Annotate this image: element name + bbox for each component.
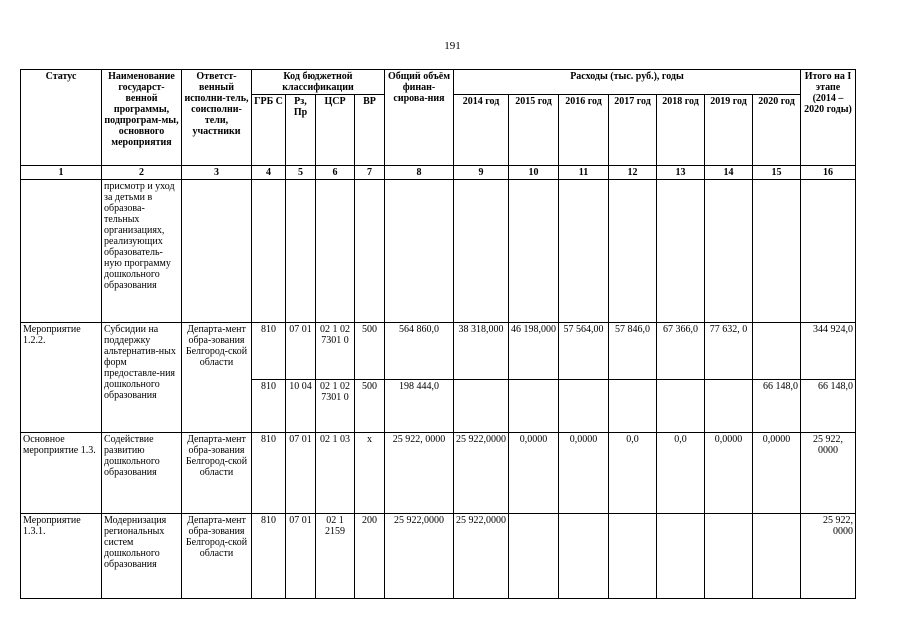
cell-2014: 25 922,0000: [454, 514, 509, 599]
col-num: 14: [705, 166, 753, 180]
cell-grbs: 810: [252, 323, 286, 380]
cell-stage: 66 148,0: [801, 380, 856, 433]
cell-vr: 500: [355, 323, 385, 380]
cell-grbs: 810: [252, 380, 286, 433]
row-responsible: Департа-мент обра-зования Белгород-ской области: [182, 433, 252, 514]
row-name: Субсидии на поддержку альтернатив-ных форм предоставле-ния дошкольного образования: [102, 323, 182, 433]
budget-table: [20, 69, 856, 599]
col-num: 5: [286, 166, 316, 180]
cell-2020: [753, 514, 801, 599]
header-vr: ВР: [355, 95, 385, 166]
header-name: Наименование государст-венной программы, подпрограм-мы, основного мероприятия: [102, 70, 182, 166]
cell-2016: 0,0000: [559, 433, 609, 514]
header-year-2016: 2016 год: [559, 95, 609, 166]
column-numbers-row: [21, 166, 856, 180]
cell-2018: [657, 380, 705, 433]
cell-grbs: 810: [252, 433, 286, 514]
cell-2014: 38 318,000: [454, 323, 509, 380]
cell-grbs: 810: [252, 514, 286, 599]
header-year-2019: 2019 год: [705, 95, 753, 166]
header-total-volume: Общий объём финан-сирова-ния: [385, 70, 454, 166]
header-csr: ЦСР: [316, 95, 355, 166]
col-num: 8: [385, 166, 454, 180]
cell-2017: 0,0: [609, 433, 657, 514]
cell-stage: 25 922, 0000: [801, 514, 856, 599]
cell-2018: 67 366,0: [657, 323, 705, 380]
col-num: 1: [21, 166, 102, 180]
col-num: 12: [609, 166, 657, 180]
col-num: 2: [102, 166, 182, 180]
col-num: 9: [454, 166, 509, 180]
table-row: [21, 323, 856, 380]
header-budget-code: Код бюджетной классификации: [252, 70, 385, 95]
cell-2017: [609, 380, 657, 433]
cell-rz: 07 01: [286, 433, 316, 514]
cell-2018: [657, 514, 705, 599]
cell-2016: [559, 380, 609, 433]
col-num: 3: [182, 166, 252, 180]
header-responsible: Ответст-венный исполни-тель, соисполни-тели, участники: [182, 70, 252, 166]
header-year-2017: 2017 год: [609, 95, 657, 166]
cell-2019: 77 632, 0: [705, 323, 753, 380]
header-total-stage: Итого на I этапе (2014 – 2020 годы): [801, 70, 856, 166]
col-num: 4: [252, 166, 286, 180]
header-grbs: ГРБ С: [252, 95, 286, 166]
cell-2016: [559, 514, 609, 599]
header-year-2014: 2014 год: [454, 95, 509, 166]
row-status: Мероприятие 1.3.1.: [21, 514, 102, 599]
cell-rz: 10 04: [286, 380, 316, 433]
cell-2015: 46 198,000: [509, 323, 559, 380]
table-row: [21, 433, 856, 514]
cell-rz: 07 01: [286, 514, 316, 599]
cell-total: 564 860,0: [385, 323, 454, 380]
table-row: [21, 180, 856, 323]
header-year-2015: 2015 год: [509, 95, 559, 166]
row-status: Мероприятие 1.2.2.: [21, 323, 102, 433]
cell-stage: 25 922, 0000: [801, 433, 856, 514]
header-year-2018: 2018 год: [657, 95, 705, 166]
col-num: 10: [509, 166, 559, 180]
cell-rz: 07 01: [286, 323, 316, 380]
col-num: 15: [753, 166, 801, 180]
col-num: 7: [355, 166, 385, 180]
cell-vr: 500: [355, 380, 385, 433]
row-name: Модернизация региональных систем дошкольного образования: [102, 514, 182, 599]
col-num: 11: [559, 166, 609, 180]
row-responsible: Департа-мент обра-зования Белгород-ской области: [182, 514, 252, 599]
header-year-2020: 2020 год: [753, 95, 801, 166]
cell-2015: [509, 514, 559, 599]
row-name: присмотр и уход за детьми в образова-тельных организациях, реализующих образователь-ную программу дошкольного образования: [102, 180, 182, 323]
row-responsible: Департа-мент обра-зования Белгород-ской области: [182, 323, 252, 433]
cell-2017: [609, 514, 657, 599]
row-status: Основное мероприятие 1.3.: [21, 433, 102, 514]
cell-2015: 0,0000: [509, 433, 559, 514]
cell-vr: 200: [355, 514, 385, 599]
header-status: Статус: [21, 70, 102, 166]
cell-2020: [753, 323, 801, 380]
cell-csr: 02 1 02 7301 0: [316, 380, 355, 433]
cell-vr: х: [355, 433, 385, 514]
cell-2020: 66 148,0: [753, 380, 801, 433]
cell-2018: 0,0: [657, 433, 705, 514]
header-rz-pr: Рз, Пр: [286, 95, 316, 166]
col-num: 16: [801, 166, 856, 180]
cell-2019: [705, 514, 753, 599]
cell-csr: 02 1 2159: [316, 514, 355, 599]
cell-csr: 02 1 03: [316, 433, 355, 514]
page-number: 191: [444, 40, 461, 52]
cell-total: 25 922,0000: [385, 514, 454, 599]
cell-2016: 57 564,00: [559, 323, 609, 380]
row-name: Содействие развитию дошкольного образования: [102, 433, 182, 514]
cell-2019: 0,0000: [705, 433, 753, 514]
cell-total: 198 444,0: [385, 380, 454, 433]
col-num: 13: [657, 166, 705, 180]
table-row: [21, 514, 856, 599]
cell-2017: 57 846,0: [609, 323, 657, 380]
cell-stage: 344 924,0: [801, 323, 856, 380]
cell-csr: 02 1 02 7301 0: [316, 323, 355, 380]
col-num: 6: [316, 166, 355, 180]
cell-2020: 0,0000: [753, 433, 801, 514]
cell-2019: [705, 380, 753, 433]
header-expenses: Расходы (тыс. руб.), годы: [454, 70, 801, 95]
cell-2015: [509, 380, 559, 433]
cell-2014: [454, 380, 509, 433]
cell-2014: 25 922,0000: [454, 433, 509, 514]
cell-total: 25 922, 0000: [385, 433, 454, 514]
